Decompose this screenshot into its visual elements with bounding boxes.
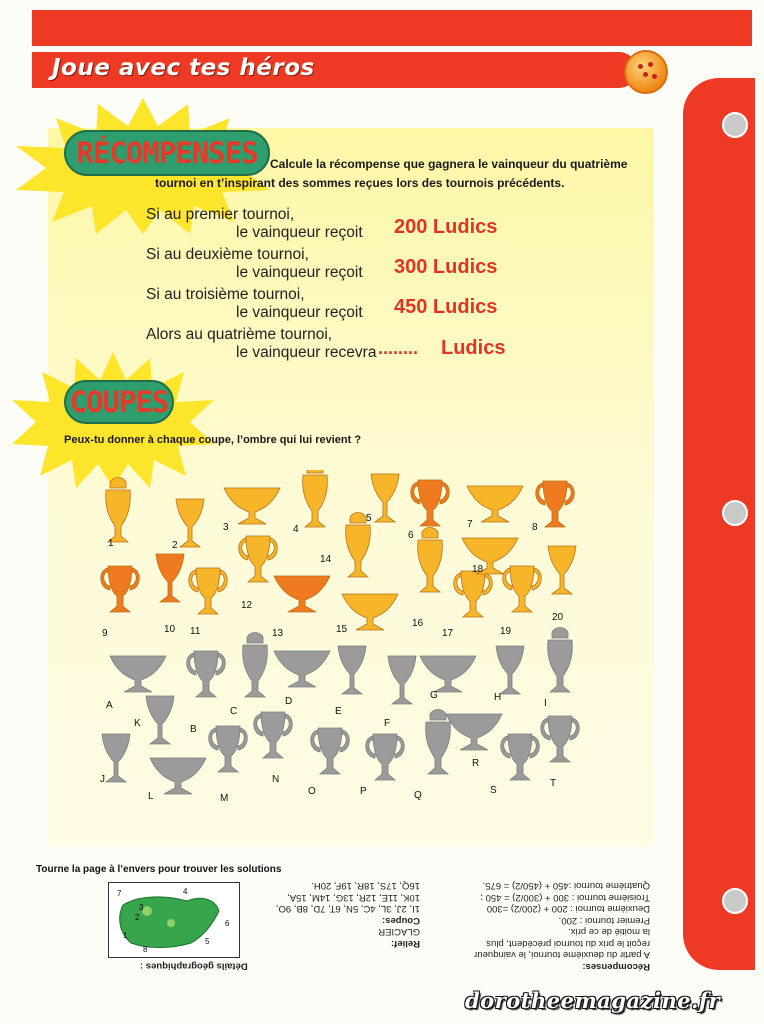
trophy-shadow[interactable] [420, 656, 476, 692]
cup-label: 8 [532, 522, 538, 533]
cup-label: O [308, 786, 316, 797]
trophy-cup[interactable] [176, 499, 204, 547]
solution-recompenses-line: Deuxième tournoi : 200 + (200/2) =300 [486, 903, 650, 915]
cup-label: R [472, 758, 480, 769]
trophy-shadow[interactable] [366, 734, 405, 780]
trophy-cup[interactable] [411, 480, 450, 526]
solution-recompenses-line: reçoit le prix du tournoi précédent, plus [486, 938, 650, 949]
cup-label: 20 [552, 612, 564, 623]
trophy-shape [146, 696, 174, 744]
solution-relief: GLACIER [378, 926, 420, 938]
cup-label: 19 [500, 626, 512, 637]
trophy-shadow[interactable] [254, 712, 293, 758]
row3-line1: Si au troisième tournoi, [146, 286, 305, 303]
cup-label: 11 [190, 626, 201, 637]
solutions-instruction: Tourne la page à l’envers pour trouver les solutions [36, 864, 282, 875]
trophy-shape [536, 481, 575, 527]
trophy-shape [224, 488, 280, 524]
solution-geo-title: Détails géographiques : [140, 960, 248, 972]
trophy-cup[interactable] [418, 528, 443, 593]
trophy-shape [102, 734, 130, 782]
row3-line2: le vainqueur reçoit [236, 304, 363, 321]
solution-map [108, 882, 240, 958]
map-number: 7 [117, 889, 122, 898]
section-tag-label: COUPES [69, 385, 169, 419]
cup-label: C [230, 706, 238, 717]
map-number: 4 [183, 887, 188, 896]
section-tag-label: RÉCOMPENSES [76, 136, 258, 170]
row2-line2: le vainqueur reçoit [236, 264, 363, 281]
binder-hole [722, 112, 748, 138]
trophy-shadow[interactable] [150, 758, 206, 794]
trophy-cup[interactable] [303, 470, 328, 527]
trophy-shape [496, 646, 524, 694]
trophy-shape [548, 546, 576, 594]
trophy-cup[interactable] [503, 566, 542, 612]
cup-label: 16 [412, 618, 424, 629]
solution-recompenses-line: la moitié de ce prix. [568, 926, 650, 938]
cup-label: 14 [320, 554, 332, 565]
solution-recompenses-line: Troisième tournoi : 300 + (300/2) = 450 ; [480, 892, 650, 903]
cup-label: 10 [164, 624, 176, 635]
cup-label: G [430, 690, 438, 701]
cup-label: Q [414, 790, 422, 801]
trophy-shadow[interactable] [446, 714, 502, 750]
trophy-shadow[interactable] [110, 656, 166, 692]
trophy-shape [274, 651, 330, 687]
trophy-shape [454, 571, 493, 617]
map-number: 3 [139, 903, 144, 912]
trophy-shape [501, 734, 540, 780]
top-banner [32, 10, 752, 46]
trophy-shadow[interactable] [496, 646, 524, 694]
title-banner [32, 52, 637, 88]
trophy-cup[interactable] [454, 571, 493, 617]
trophy-cup[interactable] [224, 488, 280, 524]
coupes-question: Peux-tu donner à chaque coupe, l’ombre qui lui revient ? [64, 434, 362, 446]
trophy-cup[interactable] [189, 568, 228, 614]
cup-label: F [384, 718, 391, 729]
map-number: 8 [143, 945, 148, 954]
solution-recompenses-line: Premier tournoi : 200. [558, 915, 650, 926]
cup-label: E [335, 706, 342, 717]
cup-label: J [100, 774, 105, 785]
solution-recompenses-title: Récompenses: [582, 961, 650, 972]
trophy-cup[interactable] [371, 474, 399, 522]
row4-amount: Ludics [441, 337, 506, 359]
binder-strip [683, 78, 755, 970]
trophy-shape [106, 478, 131, 543]
cup-label: D [285, 696, 293, 707]
trophy-shadow[interactable] [209, 726, 248, 772]
trophy-shape [209, 726, 248, 772]
trophy-cup[interactable] [342, 594, 398, 630]
cup-label: 18 [472, 564, 484, 575]
section-tag-coupes [64, 380, 174, 424]
cup-label: 12 [241, 600, 253, 611]
binder-hole [722, 888, 748, 914]
trophy-shape [503, 566, 542, 612]
page-title: Joue avec tes héros [52, 55, 315, 81]
row4-line2: le vainqueur recevra [236, 344, 377, 361]
trophy-shape [371, 474, 399, 522]
trophy-cup[interactable] [156, 554, 184, 602]
cup-label: P [360, 786, 367, 797]
map-number: 5 [205, 937, 210, 946]
solution-recompenses-line: A partir du deuxième tournoi, le vainqueur [474, 949, 650, 961]
cup-label: 4 [293, 524, 299, 535]
section-tag-recompenses [64, 130, 270, 176]
binder-hole [722, 500, 748, 526]
cup-label: 6 [408, 530, 414, 541]
cups-illustration [90, 470, 590, 820]
trophy-shape [187, 651, 226, 697]
row1-amount: 200 Ludics [394, 216, 498, 238]
solution-recompenses-line: Quatrième tournoi :450 + (450/2) = 675. [482, 880, 650, 892]
cup-label: 1 [108, 538, 114, 549]
row2-amount: 300 Ludics [394, 256, 498, 278]
trophy-shape [467, 486, 523, 522]
trophy-shape [243, 633, 268, 698]
trophy-shape [342, 594, 398, 630]
trophy-shape [548, 628, 573, 693]
trophy-shape [420, 656, 476, 692]
trophy-cup[interactable] [106, 478, 131, 543]
row3-amount: 450 Ludics [394, 296, 498, 318]
trophy-shadow[interactable] [187, 651, 226, 697]
trophy-shape [388, 656, 416, 704]
solution-coupes-line: 10K, 11E, 12R, 13G, 14M, 15A, [287, 892, 420, 903]
cup-label: L [148, 791, 154, 802]
cup-label: K [134, 718, 141, 729]
map-number: 1 [123, 931, 128, 940]
trophy-shape [338, 646, 366, 694]
solution-coupes-title: Coupes: [382, 915, 420, 926]
trophy-cup[interactable] [467, 486, 523, 522]
trophy-shape [418, 528, 443, 593]
row1-line2: le vainqueur reçoit [236, 224, 363, 241]
cup-label: 13 [272, 628, 284, 639]
row1-line1: Si au premier tournoi, [146, 206, 295, 223]
trophy-shape [254, 712, 293, 758]
cup-label: N [272, 774, 280, 785]
cup-label: 17 [442, 628, 454, 639]
trophy-shape [101, 566, 140, 612]
trophy-cup[interactable] [536, 481, 575, 527]
cup-label: H [494, 692, 502, 703]
cup-label: A [106, 700, 113, 711]
trophy-shadow[interactable] [426, 710, 451, 775]
trophy-shadow[interactable] [541, 716, 580, 762]
trophy-shape [311, 728, 350, 774]
trophy-shape [366, 734, 405, 780]
trophy-shadow[interactable] [388, 656, 416, 704]
cup-label: 2 [172, 540, 178, 551]
trophy-shadow[interactable] [501, 734, 540, 780]
trophy-shape [541, 716, 580, 762]
cup-label: B [190, 724, 197, 735]
trophy-shape [303, 470, 328, 527]
recompenses-question-line2: tournoi en t’inspirant des sommes reçues lors des tournois précédents. [155, 176, 565, 190]
trophy-shape [426, 710, 451, 775]
trophy-shape [156, 554, 184, 602]
solution-coupes-line: 16Q, 17S, 18R, 19F, 20H. [311, 880, 420, 892]
trophy-shadow[interactable] [274, 651, 330, 687]
trophy-shape [446, 714, 502, 750]
trophy-shadow[interactable] [146, 696, 174, 744]
cup-label: 3 [223, 522, 229, 533]
solution-coupes-block [250, 880, 420, 949]
map-number: 2 [135, 913, 140, 922]
trophy-shape [176, 499, 204, 547]
trophy-cup[interactable] [274, 576, 330, 612]
map-number: 6 [225, 919, 230, 928]
trophy-shape [411, 480, 450, 526]
trophy-shadow[interactable] [243, 633, 268, 698]
cup-label: M [220, 793, 229, 804]
cup-label: I [544, 698, 547, 709]
trophy-shape [110, 656, 166, 692]
trophy-shadow[interactable] [548, 628, 573, 693]
cup-label: T [550, 778, 557, 789]
answer-blank[interactable]: ........ [378, 338, 419, 358]
trophy-cup[interactable] [101, 566, 140, 612]
trophy-shadow[interactable] [102, 734, 130, 782]
row4-line1: Alors au quatrième tournoi, [146, 326, 333, 343]
row2-line1: Si au deuxième tournoi, [146, 246, 309, 263]
trophy-shape [274, 576, 330, 612]
trophy-shadow[interactable] [311, 728, 350, 774]
trophy-shape [150, 758, 206, 794]
cup-label: S [490, 785, 497, 796]
cup-label: 9 [102, 628, 108, 639]
trophy-cup[interactable] [239, 536, 278, 582]
solution-coupes-line: 1I, 2J, 3L, 4C, 5N, 6T, 7D, 8B, 9O, [275, 903, 420, 915]
recompenses-question-line1: Calcule la récompense que gagnera le vainqueur du quatrième [270, 157, 628, 171]
cup-label: 7 [467, 519, 473, 530]
solution-relief-title: Relief: [390, 938, 420, 949]
trophy-shadow[interactable] [338, 646, 366, 694]
island-map-icon [109, 883, 239, 957]
cup-label: 5 [366, 513, 372, 524]
trophy-shape [189, 568, 228, 614]
cup-label: 15 [336, 624, 348, 635]
solution-recompenses-block [440, 880, 650, 972]
trophy-shape [239, 536, 278, 582]
watermark: dorotheemagazine.fr [465, 988, 721, 1013]
trophy-cup[interactable] [548, 546, 576, 594]
dragon-ball-icon [624, 50, 668, 94]
